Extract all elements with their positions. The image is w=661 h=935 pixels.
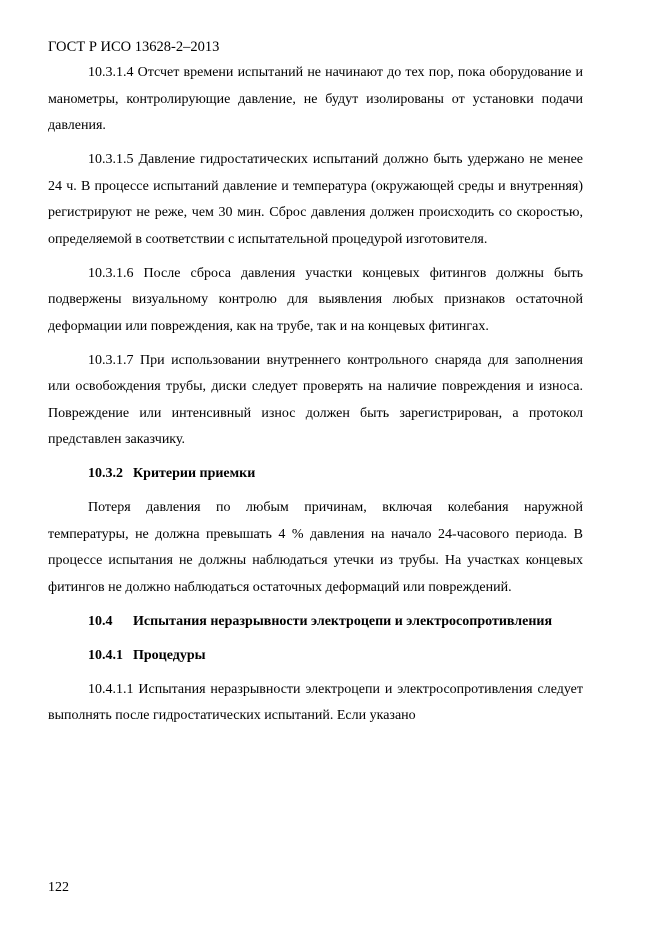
paragraph-10-3-1-5: 10.3.1.5 Давление гидростатических испытаний должно быть удержано не менее 24 ч. В процессе испытаний давление и температура (окружающей среды и внутренняя) регистрируют не реже, чем 30 мин. Сброс давления должен происходить со скоростью, определяемой в соответствии с испытательной процедурой изготовителя. xyxy=(48,152,583,247)
heading-10-3-2-title: Критерии приемки xyxy=(133,466,256,481)
heading-10-3-2 xyxy=(48,461,583,488)
heading-10-4-1-number: 10.4.1 xyxy=(88,647,123,663)
heading-10-4-title: Испытания неразрывности электроцепи и электросопротивления xyxy=(133,613,553,629)
paragraph-10-4-1-1: 10.4.1.1 Испытания неразрывности электроцепи и электросопротивления следует выполнять после гидростатических испытаний. Если указано xyxy=(48,681,583,723)
paragraph-10-3-1-6: 10.3.1.6 После сброса давления участки концевых фитингов должны быть подвержены визуальному контролю для выявления любых признаков остаточной деформации или повреждения, как на трубе, так и на концевых фитингах. xyxy=(48,265,583,334)
heading-10-4-1-title: Процедуры xyxy=(133,647,206,663)
heading-10-3-2-number: 10.3.2 xyxy=(88,466,123,481)
heading-10-4 xyxy=(48,609,583,636)
document-body xyxy=(48,60,583,737)
heading-10-4-number: 10.4 xyxy=(88,613,113,629)
page-number: 122 xyxy=(48,880,69,895)
paragraph-10-3-1-4: 10.3.1.4 Отсчет времени испытаний не начинают до тех пор, пока оборудование и манометры, контролирующие давление, не будут изолированы от установки подачи давления. xyxy=(48,65,583,133)
paragraph-10-3-1-7: 10.3.1.7 При использовании внутреннего контрольного снаряда для заполнения или освобождения трубы, диски следует проверять на наличие повреждения и износа. Повреждение или интенсивный износ должен быть зарегистрирован, а протокол представлен заказчику. xyxy=(48,352,583,447)
heading-10-4-1 xyxy=(48,643,583,670)
paragraph-10-3-2: Потеря давления по любым причинам, включая колебания наружной температуры, не должна превышать 4 % давления на начало 24-часового периода. В процессе испытания не должны наблюдаться утечки из трубы. На участках концевых фитингов не должно наблюдаться остаточных деформаций или повреждений. xyxy=(48,500,583,595)
page-header-standard: ГОСТ Р ИСО 13628-2–2013 xyxy=(48,39,220,55)
